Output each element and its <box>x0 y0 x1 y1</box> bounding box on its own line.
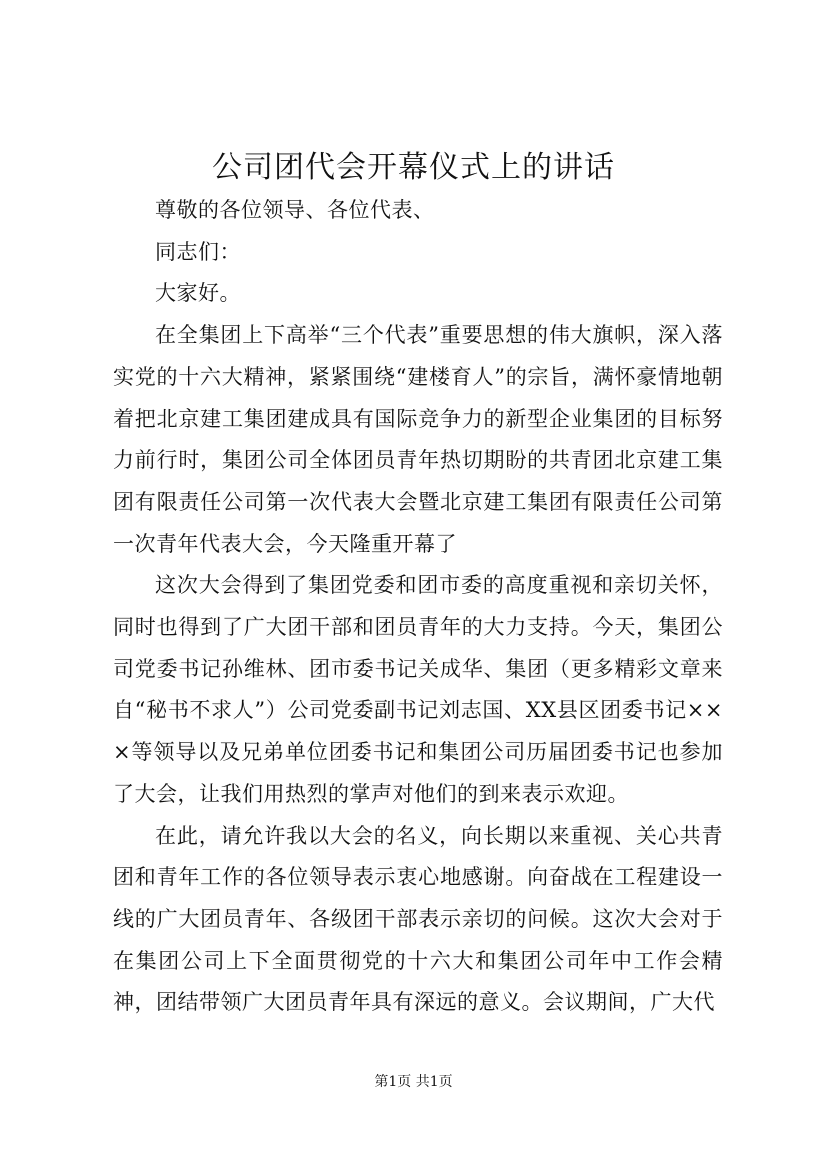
salutation-line: 尊敬的各位领导、各位代表、 <box>155 198 435 222</box>
salutation-line: 同志们： <box>155 239 241 264</box>
greeting-line: 大家好。 <box>155 281 241 306</box>
document-body <box>113 190 723 1024</box>
page-number-footer: 第1页 共1页 <box>374 1074 453 1090</box>
document-title: 公司团代会开幕仪式上的讲话 <box>212 150 615 185</box>
body-paragraph: 这次大会得到了集团党委和团市委的高度重视和亲切关怀，同时也得到了广大团干部和团员青年的大力支持。今天，集团公司党委书记孙维林、团市委书记关成华、集团（更多精彩文章来自“秘书不求人”）公司党委副书记刘志国、XX县区团委书记×××等领导以及兄弟单位团委书记和集团公司历届团委书记也参加了大会，让我们用热烈的掌声对他们的到来表示欢迎。 <box>113 573 723 806</box>
body-paragraph: 在此，请允许我以大会的名义，向长期以来重视、关心共青团和青年工作的各位领导表示衷心地感谢。向奋战在工程建设一线的广大团员青年、各级团干部表示亲切的问候。这次大会对于在集团公司上下全面贯彻党的十六大和集团公司年中工作会精神，团结带领广大团员青年具有深远的意义。会议期间，广大代 <box>113 823 723 1015</box>
body-paragraph: 在全集团上下高举“三个代表”重要思想的伟大旗帜，深入落实党的十六大精神，紧紧围绕“建楼育人”的宗旨，满怀豪情地朝着把北京建工集团建成具有国际竞争力的新型企业集团的目标努力前行时，集团公司全体团员青年热切期盼的共青团北京建工集团有限责任公司第一次代表大会暨北京建工集团有限责任公司第一次青年代表大会，今天隆重开幕了 <box>113 323 723 556</box>
